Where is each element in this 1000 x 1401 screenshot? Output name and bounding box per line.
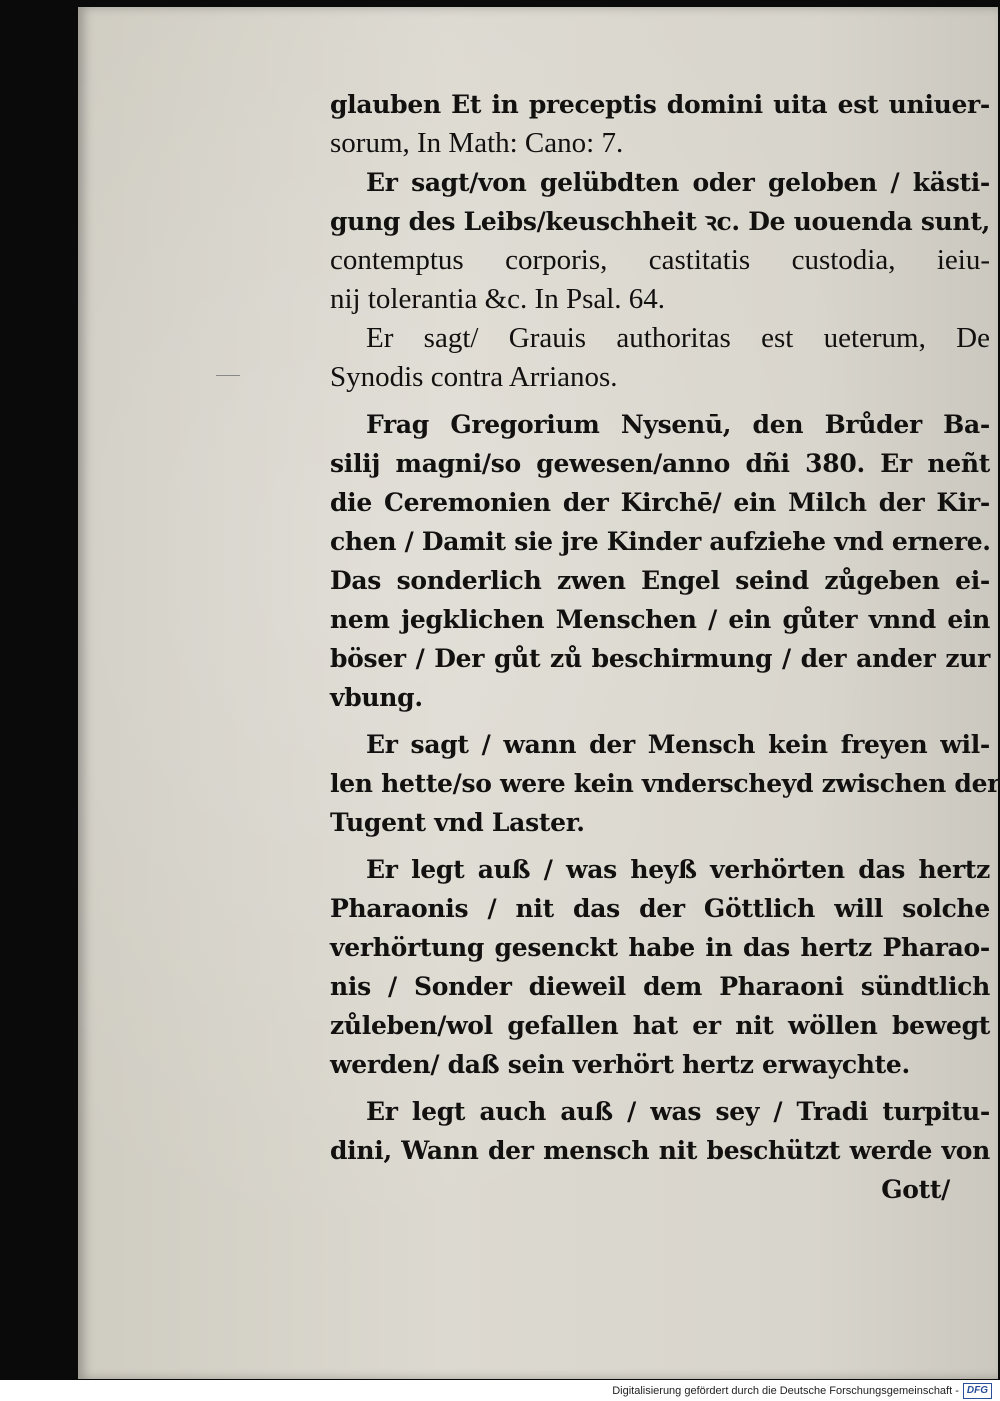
dfg-logo-icon: DFG — [963, 1383, 992, 1399]
paragraph-gap — [330, 717, 990, 725]
text-line: werden/ daß sein verhört hertz erwaychte. — [330, 1050, 910, 1079]
text-line: contemptus corporis, castitatis custodia, ieiu- — [330, 244, 990, 276]
text-line: Er sagt/von gelübdten oder geloben / kästi- — [366, 168, 990, 197]
text-line: verhörtung gesenckt habe in das hertz Pharao- — [330, 933, 990, 962]
text-line: gung des Leibs/keuschheit ꝛc. De uouenda sunt, — [330, 207, 990, 236]
text-line: len hette/so were kein vnderscheyd zwischen der — [330, 769, 1000, 798]
text-line: silij magni/so gewesen/anno dñi 380. Er neñt — [330, 449, 990, 478]
text-line: böser / Der gůt zů beschirmung / der ander zur — [330, 644, 990, 673]
text-line: Er sagt / wann der Mensch kein freyen wil- — [366, 730, 990, 759]
text-line: die Ceremonien der Kirchē/ ein Milch der Kir- — [330, 488, 990, 517]
paragraph-gap — [330, 397, 990, 405]
text-line: glauben Et in preceptis domini uita est uniuer- — [330, 90, 990, 119]
paragraph-gap — [330, 842, 990, 850]
footer-text: Digitalisierung gefördert durch die Deutsche Forschungsgemeinschaft - — [612, 1384, 959, 1397]
digitization-footer — [0, 1380, 1000, 1401]
text-line: chen / Damit sie jre Kinder aufziehe vnd ernere. — [330, 527, 991, 556]
text-block — [330, 85, 1000, 1209]
text-line: Er sagt/ Grauis authoritas est ueterum, De — [366, 322, 990, 354]
text-line: zůleben/wol gefallen hat er nit wöllen bewegt — [330, 1011, 990, 1040]
margin-mark — [216, 375, 240, 376]
text-line: Er legt auch auß / was sey / Tradi turpitu- — [366, 1097, 990, 1126]
text-line: nij tolerantia &c. In Psal. 64. — [330, 283, 666, 315]
text-line: Das sonderlich zwen Engel seind zůgeben ei- — [330, 566, 990, 595]
paragraph-gap — [330, 1084, 990, 1092]
text-line: Tugent vnd Laster. — [330, 808, 585, 837]
text-line: Frag Gregorium Nysenū, den Brůder Ba- — [366, 410, 990, 439]
text-line: Synodis contra Arrianos. — [330, 361, 618, 393]
text-line: Er legt auß / was heyß verhörten das hertz — [366, 855, 990, 884]
text-line: Pharaonis / nit das der Göttlich will solche — [330, 894, 990, 923]
catchword: Gott/ — [881, 1175, 950, 1204]
text-line: nem jegklichen Menschen / ein gůter vnnd ein — [330, 605, 990, 634]
text-line: sorum, In Math: Cano: 7. — [330, 127, 624, 159]
text-line: nis / Sonder dieweil dem Pharaoni sündtlich — [330, 972, 990, 1001]
text-line: vbung. — [330, 683, 423, 712]
text-line: dini, Wann der mensch nit beschützt werde von — [330, 1136, 990, 1165]
